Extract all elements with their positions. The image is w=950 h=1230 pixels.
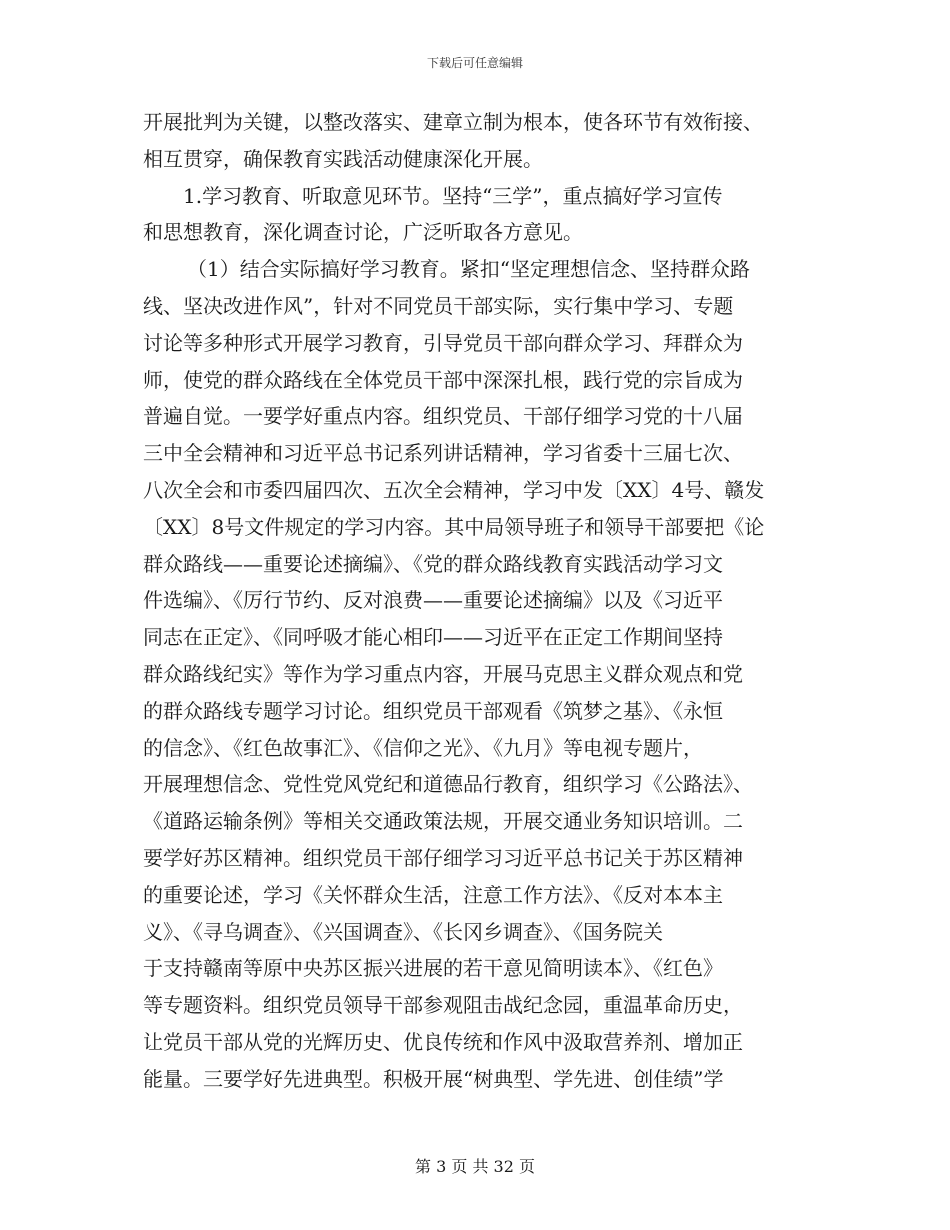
body-line: （1）结合实际搞好学习教育。紧扣“坚定理想信念、坚持群众路 xyxy=(187,257,750,282)
body-line: 和思想教育，深化调查讨论，广泛听取各方意见。 xyxy=(143,220,583,245)
body-line: 《道路运输条例》等相关交通政策法规，开展交通业务知识培训。二 xyxy=(143,809,743,834)
body-line: 讨论等多种形式开展学习教育，引导党员干部向群众学习、拜群众为 xyxy=(143,330,743,355)
body-line: 让党员干部从党的光辉历史、优良传统和作风中汲取营养剂、增加正 xyxy=(143,1029,743,1054)
body-line: 等专题资料。组织党员领导干部参观阻击战纪念园，重温革命历史， xyxy=(143,993,743,1018)
body-line: 线、坚决改进作风”，针对不同党员干部实际，实行集中学习、专题 xyxy=(143,293,734,318)
body-line: 于支持赣南等原中央苏区振兴进展的若干意见简明读本》、《红色》 xyxy=(143,956,723,981)
body-line: 相互贯穿，确保教育实践活动健康深化开展。 xyxy=(143,146,543,171)
body-line: 的信念》、《红色故事汇》、《信仰之光》、《九月》等电视专题片， xyxy=(143,735,703,760)
body-line: 义》、《寻乌调查》、《兴国调查》、《长冈乡调查》、《国务院关 xyxy=(143,919,663,944)
page-header-note: 下载后可任意编辑 xyxy=(426,56,523,70)
page-number-footer: 第 3 页 共 32 页 xyxy=(415,1157,535,1176)
body-line: 件选编》、《厉行节约、反对浪费——重要论述摘编》以及《习近平 xyxy=(143,588,723,613)
body-line: 八次全会和市委四届四次、五次全会精神，学习中发〔XX〕4号、赣发 xyxy=(143,477,765,502)
body-line: 的群众路线专题学习讨论。组织党员干部观看《筑梦之基》、《永恒 xyxy=(143,698,723,723)
body-line: 的重要论述，学习《关怀群众生活，注意工作方法》、《反对本本主 xyxy=(143,882,723,907)
body-line: 群众路线纪实》等作为学习重点内容，开展马克思主义群众观点和党 xyxy=(143,661,743,686)
body-line: 〔XX〕8号文件规定的学习内容。其中局领导班子和领导干部要把《论 xyxy=(143,514,765,539)
body-line: 普遍自觉。一要学好重点内容。组织党员、干部仔细学习党的十八届 xyxy=(143,404,743,429)
body-line: 三中全会精神和习近平总书记系列讲话精神，学习省委十三届七次、 xyxy=(143,441,743,466)
body-line: 开展批判为关键，以整改落实、建章立制为根本，使各环节有效衔接、 xyxy=(143,110,763,134)
document-body xyxy=(143,104,807,1098)
body-line: 群众路线——重要论述摘编》、《党的群众路线教育实践活动学习文 xyxy=(143,551,723,576)
body-line: 能量。三要学好先进典型。积极开展“树典型、学先进、创佳绩”学 xyxy=(143,1066,724,1091)
body-line: 师，使党的群众路线在全体党员干部中深深扎根，践行党的宗旨成为 xyxy=(143,367,743,392)
body-line: 1.学习教育、听取意见环节。坚持“三学”，重点搞好学习宣传 xyxy=(183,183,723,208)
body-line: 开展理想信念、党性党风党纪和道德品行教育，组织学习《公路法》、 xyxy=(143,772,753,797)
body-line: 同志在正定》、《同呼吸才能心相印——习近平在正定工作期间坚持 xyxy=(143,625,723,650)
body-line: 要学好苏区精神。组织党员干部仔细学习习近平总书记关于苏区精神 xyxy=(143,845,743,870)
